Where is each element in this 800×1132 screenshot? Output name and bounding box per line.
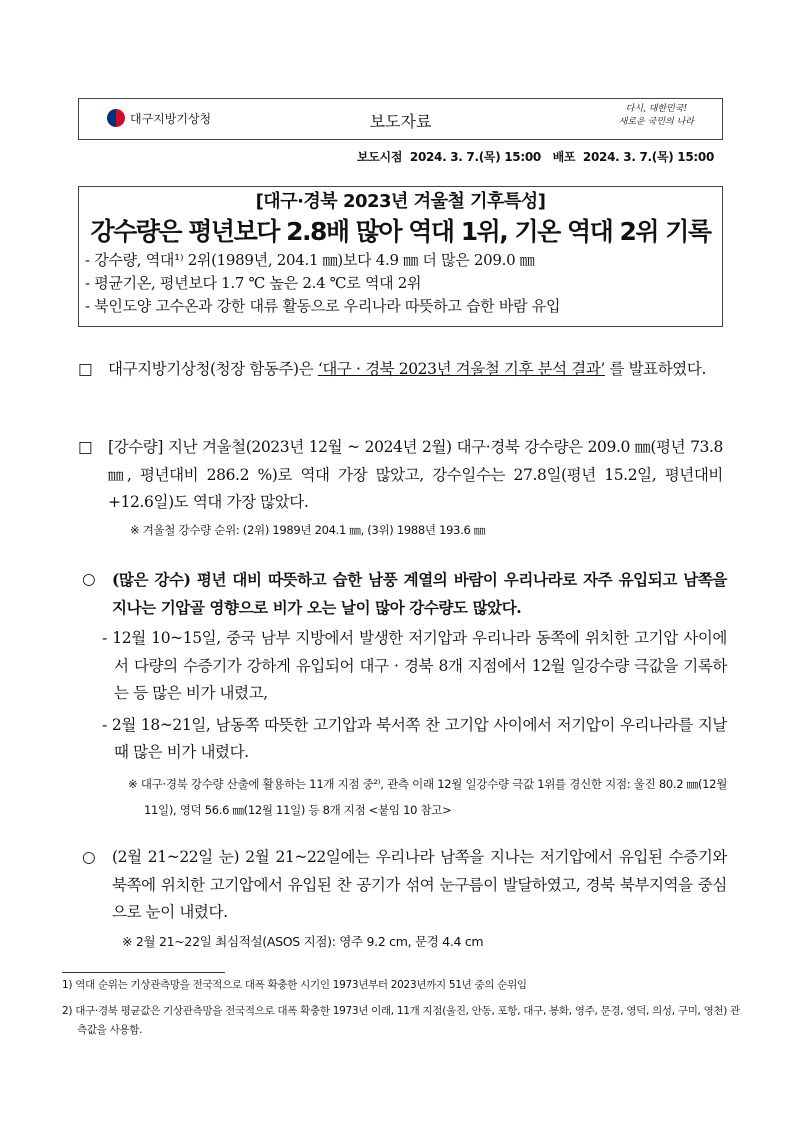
note: ※ 2월 21~22일 최심적설(ASOS 지점): 영주 9.2 cm, 문경 4.4 cm bbox=[122, 933, 484, 949]
paragraph-precipitation bbox=[78, 434, 723, 543]
square-bullet-icon: □ bbox=[78, 438, 93, 456]
header-box bbox=[78, 98, 723, 140]
report-title: ‘대구 · 경북 2023년 겨울철 기후 분석 결과’ bbox=[317, 360, 605, 378]
headline: 강수량은 평년보다 2.8배 많아 역대 1위, 기온 역대 2위 기록 bbox=[90, 217, 711, 246]
paragraph-snow bbox=[82, 844, 727, 955]
text: (많은 강수) 평년 대비 따뜻하고 습한 남풍 계열의 바람이 우리나라로 자주 유입되고 남쪽을 지나는 기압골 영향으로 비가 오는 날이 많아 강수량도 많았다. bbox=[112, 570, 727, 617]
footnote-divider bbox=[62, 972, 225, 973]
summary-bullet: - 강수량, 역대¹⁾ 2위(1989년, 204.1 ㎜)보다 4.9 ㎜ 더 많은 209.0 ㎜ bbox=[85, 251, 535, 269]
summary-bullet: - 평균기온, 평년보다 1.7 ℃ 높은 2.4 ℃로 역대 2위 bbox=[85, 274, 422, 292]
square-bullet-icon: □ bbox=[78, 360, 93, 378]
text: 를 발표하였다. bbox=[604, 360, 706, 378]
title-box bbox=[78, 186, 723, 327]
agency-name: 대구지방기상청 bbox=[130, 111, 212, 126]
footnote: 2) 대구·경북 평균값은 기상관측망을 전국적으로 대폭 확충한 1973년 이래, 11개 지점(울진, 안동, 포항, 대구, 봉화, 영주, 문경, 영덕, 의성, 구미, 영천) 관측값을 사용함. bbox=[62, 1005, 740, 1036]
footnote: 1) 역대 순위는 기상관측망을 전국적으로 대폭 확충한 시기인 1973년부터 2023년까지 51년 중의 순위임 bbox=[62, 979, 527, 991]
paragraph-announcement bbox=[78, 356, 723, 384]
slogan-line: 새로운 국민의 나라 bbox=[618, 117, 694, 127]
summary-bullet: - 북인도양 고수온과 강한 대류 활동으로 우리나라 따뜻하고 습한 바람 유입 bbox=[85, 297, 561, 315]
text: 대구지방기상청(청장 함동주)은 bbox=[108, 360, 318, 378]
subtitle: [대구·경북 2023년 겨울철 기후특성] bbox=[255, 191, 546, 212]
circle-bullet-icon: ○ bbox=[82, 848, 96, 866]
sub-item: - 2월 18~21일, 남동쪽 따뜻한 고기압과 북서쪽 찬 고기압 사이에서 저기압이 우리나라를 지날 때 많은 비가 내렸다. bbox=[102, 715, 727, 761]
text: [강수량] 지난 겨울철(2023년 12월 ~ 2024년 2월) 대구·경북 강수량은 209.0 ㎜(평년 73.8 ㎜, 평년대비 286.2 %)로 역대 가장 많았고, 강수일수는 27.8일(평년 15.2일, 평년대비 +12.6일)도 역대 가장 많았다. bbox=[108, 438, 723, 511]
circle-bullet-icon: ○ bbox=[82, 570, 96, 588]
doc-type: 보도자료 bbox=[369, 112, 432, 131]
note: ※ 대구·경북 강수량 산출에 활용하는 11개 지점 중²⁾, 관측 이래 12월 일강수량 극값 1위를 경신한 지점: 울진 80.2 ㎜(12월 11일), 영덕 56.6 ㎜(12월 11일) 등 8개 지점 <붙임 10 참고> bbox=[128, 776, 727, 817]
paragraph-heavy-rain bbox=[82, 566, 727, 823]
note: ※ 겨울철 강수량 순위: (2위) 1989년 204.1 ㎜, (3위) 1988년 193.6 ㎜ bbox=[130, 522, 486, 537]
sub-item: - 12월 10~15일, 중국 남부 지방에서 발생한 저기압과 우리나라 동쪽에 위치한 고기압 사이에서 다량의 수증기가 강하게 유입되어 대구 · 경북 8개 지점에서 12월 일강수량 극값을 기록하는 등 많은 비가 내렸고, bbox=[102, 629, 727, 702]
release-dates: 보도시점 2024. 3. 7.(목) 15:00 배포 2024. 3. 7.(목) 15:00 bbox=[356, 150, 714, 164]
slogan-line: 다시, 대한민국! bbox=[625, 104, 688, 114]
slogan bbox=[619, 103, 694, 129]
text: (2월 21~22일 눈) 2월 21~22일에는 우리나라 남쪽을 지나는 저기압에서 유입된 수증기와 북쪽에 위치한 고기압에서 유입된 찬 공기가 섞여 눈구름이 발달하였고, 경북 북부지역을 중심으로 눈이 내렸다. bbox=[112, 848, 727, 921]
